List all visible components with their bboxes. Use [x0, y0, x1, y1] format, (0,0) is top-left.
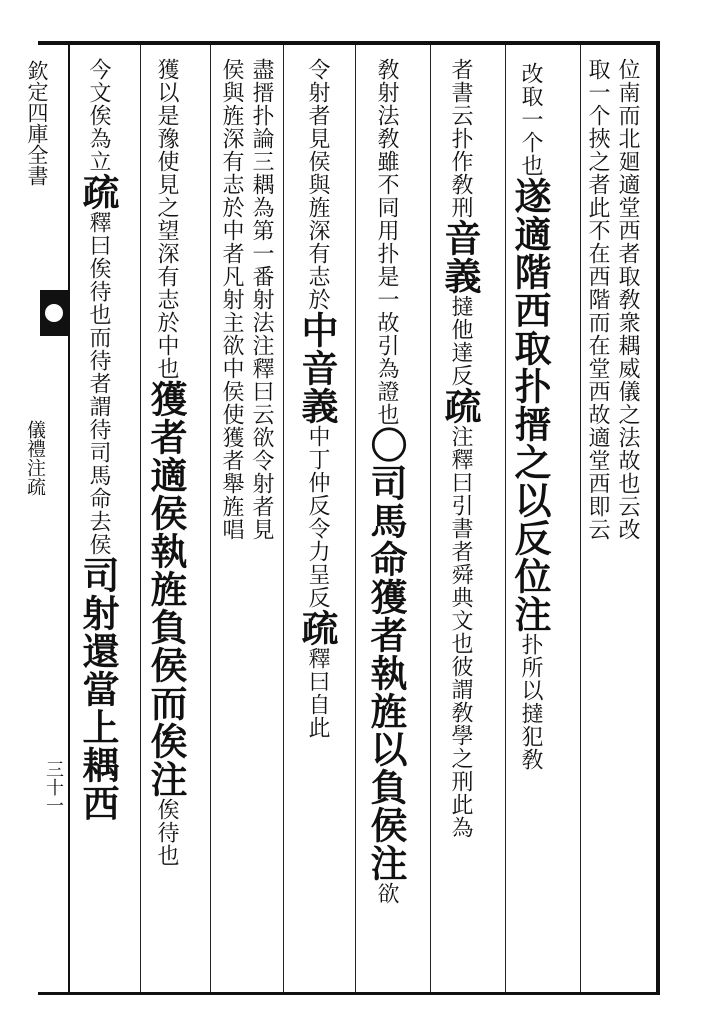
text-column-3: [510, 62, 550, 771]
commentary-text-run: 位南而北廻適堂西者取敎衆耦威儀之法故也云改: [615, 58, 640, 541]
collection-title: 欽定四庫全書: [25, 60, 49, 186]
commentary-text-run: 獲以是豫使見之望深有志於中也: [154, 58, 179, 380]
commentary-text-run: 侯與旌深有志於中者凡射主欲中侯使獲者舉旌唱: [219, 58, 244, 541]
commentary-text-run: 中丁仲反令力呈反: [305, 425, 330, 609]
main-text-run: 中音義: [295, 311, 339, 425]
text-column-10: [78, 58, 118, 822]
commentary-text-run: 者書云扑作敎刑: [448, 58, 473, 219]
main-text-run: 音義: [438, 219, 482, 295]
main-text-run: 獲者適侯執旌負侯而俟注: [144, 380, 188, 798]
page-number: 三十一: [43, 760, 64, 814]
column-rule: [283, 45, 284, 992]
commentary-text-run: 俟待也: [154, 798, 179, 867]
commentary-text-run: 釋曰俟待也而待者謂待司馬命去侯: [86, 211, 111, 556]
commentary-text-run: 扑所以撻犯敎: [518, 633, 543, 771]
commentary-text-run: 改取一个也: [518, 62, 543, 177]
main-text-run: 疏: [295, 609, 339, 647]
frame-top-border: [38, 41, 658, 45]
commentary-text-run: 今文俟為立: [86, 58, 111, 173]
column-rule: [355, 45, 356, 992]
commentary-text-run: 欲: [374, 882, 399, 905]
commentary-text-run: 釋曰自此: [305, 647, 330, 739]
column-rule: [430, 45, 431, 992]
text-column-4: [440, 58, 480, 839]
text-column-9: [146, 58, 186, 867]
commentary-text-run: 令射者見侯與旌深有志於: [305, 58, 330, 311]
margin-rule: [68, 45, 70, 992]
book-title: 儀禮注疏: [24, 420, 46, 496]
fish-tail-mark: [40, 290, 68, 336]
column-rule: [210, 45, 211, 992]
column-rule: [140, 45, 141, 992]
main-text-run: 遂適階西取扑搢之以反位注: [508, 177, 552, 633]
main-text-run: 疏: [76, 173, 120, 211]
text-column-8: [218, 58, 244, 541]
text-column-6: [297, 58, 337, 739]
text-column-7: [248, 58, 274, 541]
text-column-2: [584, 58, 610, 541]
main-text-run: 〇司馬命獲者執旌以負侯注: [364, 426, 408, 882]
commentary-text-run: 注釋曰引書者舜典文也彼謂敎學之刑此為: [448, 425, 473, 839]
commentary-text-run: 敎射法敎雖不同用扑是一故引為證也: [374, 58, 399, 426]
main-text-run: 疏: [438, 387, 482, 425]
frame-bottom-border: [38, 992, 658, 995]
column-rule: [580, 45, 581, 992]
text-column-5: [366, 58, 406, 905]
commentary-text-run: 撻他達反: [448, 295, 473, 387]
main-text-run: 司射還當上耦西: [76, 556, 120, 822]
column-rule: [505, 45, 506, 992]
text-column-1: [614, 58, 640, 541]
commentary-text-run: 盡搢扑論三耦為第一番射法注釋曰云欲令射者見: [249, 58, 274, 541]
commentary-text-run: 取一个挾之者此不在西階而在堂西故適堂西即云: [585, 58, 610, 541]
frame-right-border: [656, 41, 660, 995]
